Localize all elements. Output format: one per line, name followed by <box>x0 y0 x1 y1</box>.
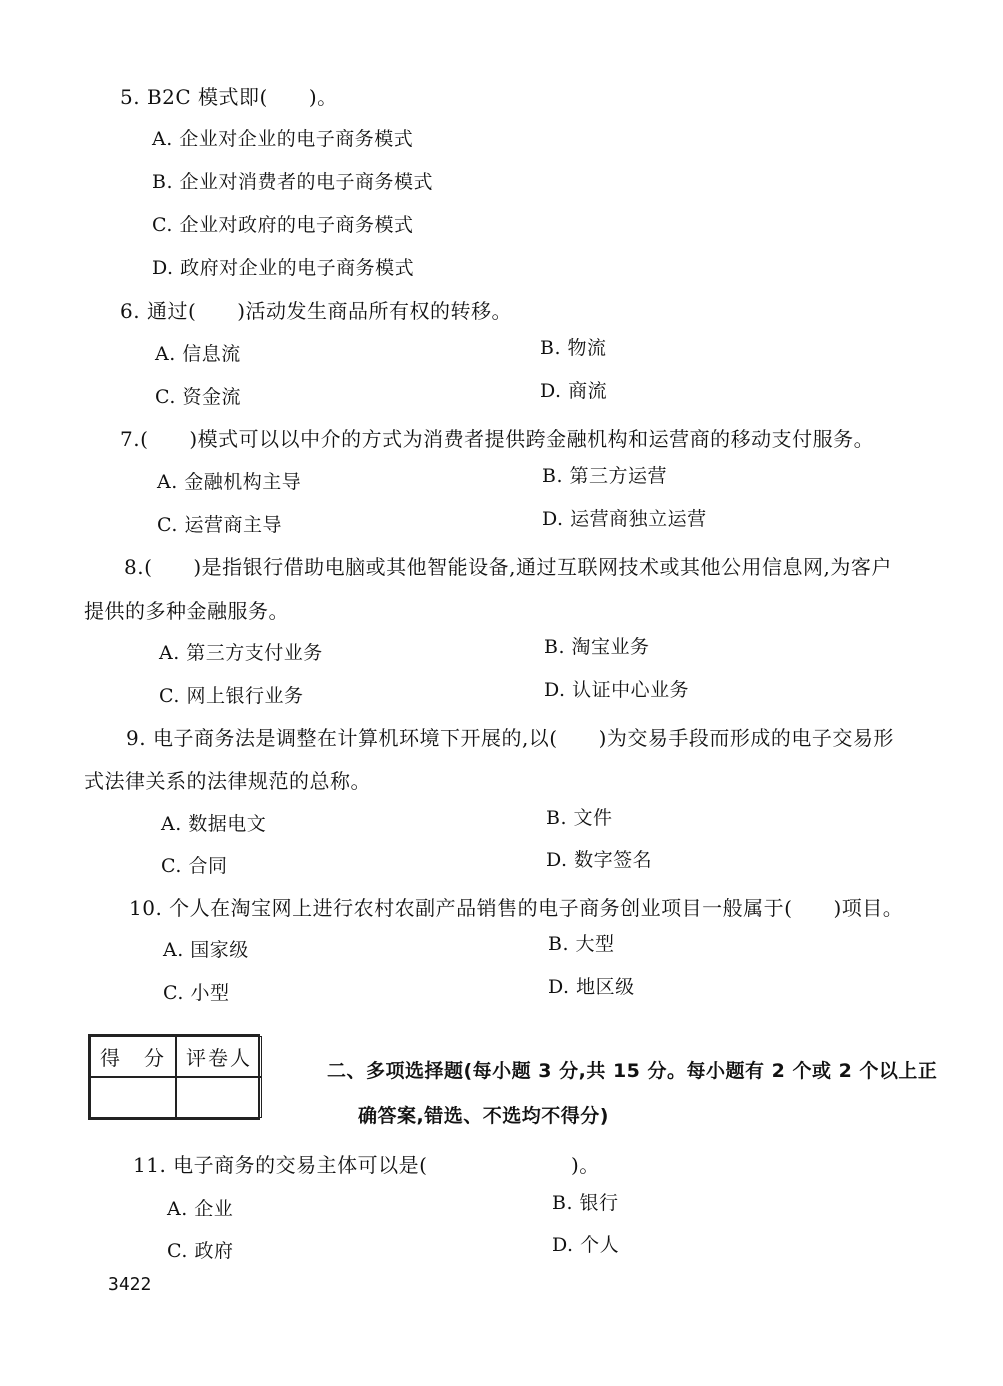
question-11-option-b: B. 银行 <box>552 1192 619 1214</box>
question-7-option-c: C. 运营商主导 <box>157 514 282 536</box>
question-8-option-c: C. 网上银行业务 <box>159 685 304 707</box>
section-2-heading-continued: 确答案,错选、不选均不得分) <box>358 1105 609 1127</box>
question-10-option-d: D. 地区级 <box>548 976 635 998</box>
page-number: 3422 <box>108 1274 152 1295</box>
question-7-option-a: A. 金融机构主导 <box>157 471 302 493</box>
question-8-stem: 8.( )是指银行借助电脑或其他智能设备,通过互联网技术或其他公用信息网,为客户 <box>124 555 892 579</box>
question-5-stem: 5. B2C 模式即( )。 <box>120 85 338 109</box>
question-7-option-d: D. 运营商独立运营 <box>542 508 707 530</box>
score-label: 得 分 <box>90 1036 176 1077</box>
section-2-heading: 二、多项选择题(每小题 3 分,共 15 分。每小题有 2 个或 2 个以上正 <box>327 1060 938 1082</box>
question-8-option-b: B. 淘宝业务 <box>544 636 650 658</box>
question-6-option-d: D. 商流 <box>540 380 608 402</box>
question-11-option-a: A. 企业 <box>167 1198 234 1220</box>
question-6-option-b: B. 物流 <box>540 337 607 359</box>
question-5-option-d: D. 政府对企业的电子商务模式 <box>152 257 415 279</box>
question-6-stem: 6. 通过( )活动发生商品所有权的转移。 <box>120 299 513 323</box>
question-5-option-a: A. 企业对企业的电子商务模式 <box>152 128 414 150</box>
question-11-stem: 11. 电子商务的交易主体可以是( )。 <box>133 1153 600 1177</box>
question-11-option-d: D. 个人 <box>552 1234 620 1256</box>
question-9-option-b: B. 文件 <box>546 807 613 829</box>
question-10-option-c: C. 小型 <box>163 982 230 1004</box>
question-9-option-d: D. 数字签名 <box>546 849 653 871</box>
question-11-option-c: C. 政府 <box>167 1240 234 1262</box>
question-10-option-b: B. 大型 <box>548 933 615 955</box>
question-9-stem: 9. 电子商务法是调整在计算机环境下开展的,以( )为交易手段而形成的电子交易形 <box>126 726 894 750</box>
grader-label: 评卷人 <box>176 1036 262 1077</box>
question-6-option-c: C. 资金流 <box>155 386 241 408</box>
question-9-option-c: C. 合同 <box>161 855 228 877</box>
question-7-stem: 7.( )模式可以以中介的方式为消费者提供跨金融机构和运营商的移动支付服务。 <box>120 427 875 451</box>
question-10-option-a: A. 国家级 <box>163 939 249 961</box>
question-6-option-a: A. 信息流 <box>155 343 241 365</box>
question-5-option-b: B. 企业对消费者的电子商务模式 <box>152 171 434 193</box>
question-9-stem-continued: 式法律关系的法律规范的总称。 <box>84 769 371 793</box>
question-7-option-b: B. 第三方运营 <box>542 465 668 487</box>
question-9-option-a: A. 数据电文 <box>161 813 267 835</box>
question-8-stem-continued: 提供的多种金融服务。 <box>84 599 289 623</box>
question-8-option-a: A. 第三方支付业务 <box>159 642 323 664</box>
score-cell <box>90 1077 176 1118</box>
question-10-stem: 10. 个人在淘宝网上进行农村农副产品销售的电子商务创业项目一般属于( )项目。 <box>129 896 904 920</box>
grader-cell <box>176 1077 262 1118</box>
score-box <box>88 1034 260 1120</box>
question-8-option-d: D. 认证中心业务 <box>544 679 690 701</box>
question-5-option-c: C. 企业对政府的电子商务模式 <box>152 214 414 236</box>
